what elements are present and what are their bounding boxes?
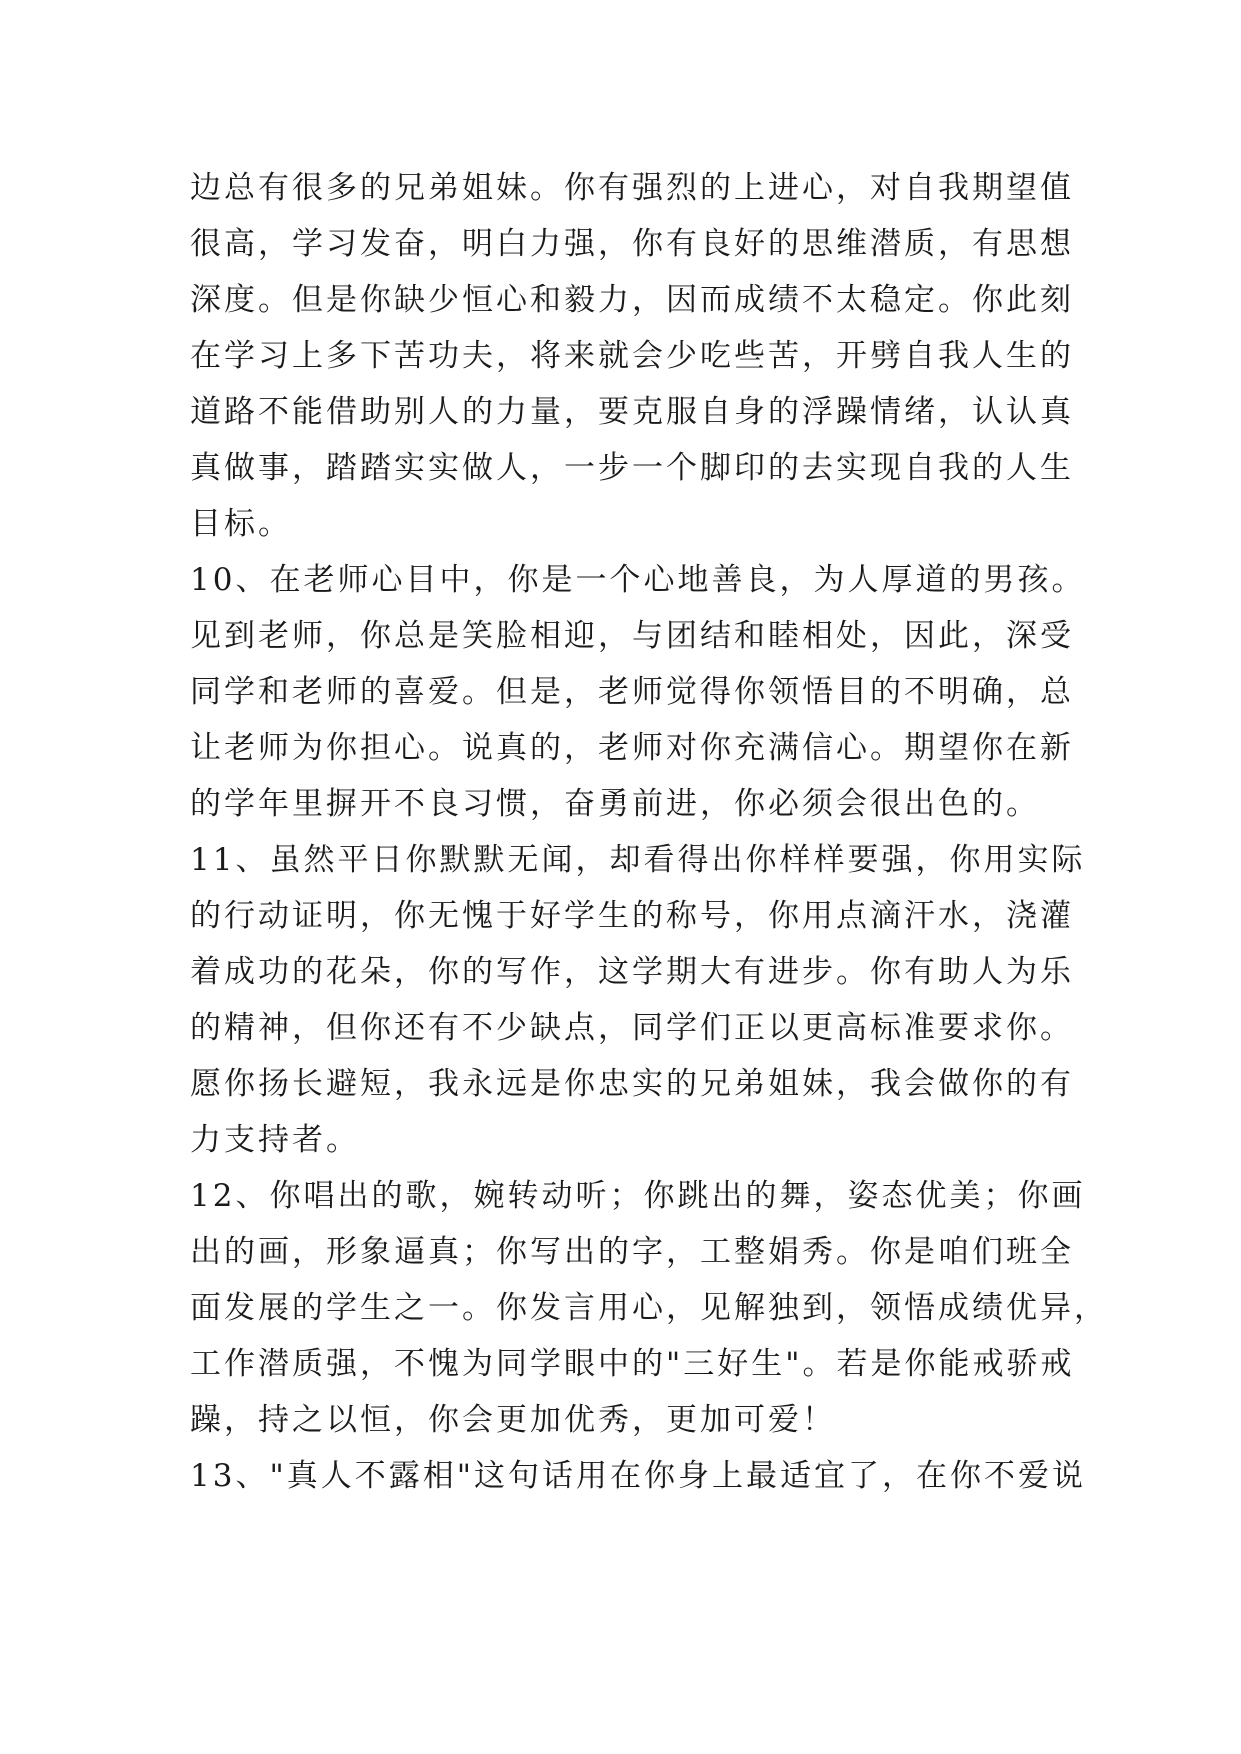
text-line: 12、你唱出的歌，婉转动听；你跳出的舞，姿态优美；你画 [190, 1178, 1086, 1214]
text-line: 见到老师，你总是笑脸相迎，与团结和睦相处，因此，深受 [190, 618, 1074, 654]
text-line: 目标。 [190, 506, 292, 542]
text-line: 力支持者。 [190, 1122, 360, 1158]
text-line: 同学和老师的喜爱。但是，老师觉得你领悟目的不明确，总 [190, 674, 1074, 710]
text-line: 面发展的学生之一。你发言用心，见解独到，领悟成绩优异， [190, 1290, 1108, 1326]
text-line: 愿你扬长避短，我永远是你忠实的兄弟姐妹，我会做你的有 [190, 1066, 1074, 1102]
text-line: 边总有很多的兄弟姐妹。你有强烈的上进心，对自我期望值 [190, 170, 1074, 206]
text-line: 躁，持之以恒，你会更加优秀，更加可爱！ [190, 1402, 836, 1438]
text-line: 让老师为你担心。说真的，老师对你充满信心。期望你在新 [190, 730, 1074, 766]
text-line: 13、"真人不露相"这句话用在你身上最适宜了，在你不爱说 [190, 1458, 1086, 1494]
text-line: 的学年里摒开不良习惯，奋勇前进，你必须会很出色的。 [190, 786, 1040, 822]
text-line: 真做事，踏踏实实做人，一步一个脚印的去实现自我的人生 [190, 450, 1074, 486]
body-text [190, 160, 1108, 1504]
text-line: 道路不能借助别人的力量，要克服自身的浮躁情绪，认认真 [190, 394, 1074, 430]
text-line: 很高，学习发奋，明白力强，你有良好的思维潜质，有思想 [190, 226, 1074, 262]
text-line: 着成功的花朵，你的写作，这学期大有进步。你有助人为乐 [190, 954, 1074, 990]
text-line: 的行动证明，你无愧于好学生的称号，你用点滴汗水，浇灌 [190, 898, 1074, 934]
text-line: 深度。但是你缺少恒心和毅力，因而成绩不太稳定。你此刻 [190, 282, 1074, 318]
text-line: 出的画，形象逼真；你写出的字，工整娟秀。你是咱们班全 [190, 1234, 1074, 1270]
text-line: 工作潜质强，不愧为同学眼中的"三好生"。若是你能戒骄戒 [190, 1346, 1075, 1382]
text-line: 11、虽然平日你默默无闻，却看得出你样样要强，你用实际 [190, 842, 1086, 878]
text-line: 10、在老师心目中，你是一个心地善良，为人厚道的男孩。 [190, 562, 1086, 598]
text-line: 在学习上多下苦功夫，将来就会少吃些苦，开劈自我人生的 [190, 338, 1074, 374]
text-line: 的精神，但你还有不少缺点，同学们正以更高标准要求你。 [190, 1010, 1074, 1046]
